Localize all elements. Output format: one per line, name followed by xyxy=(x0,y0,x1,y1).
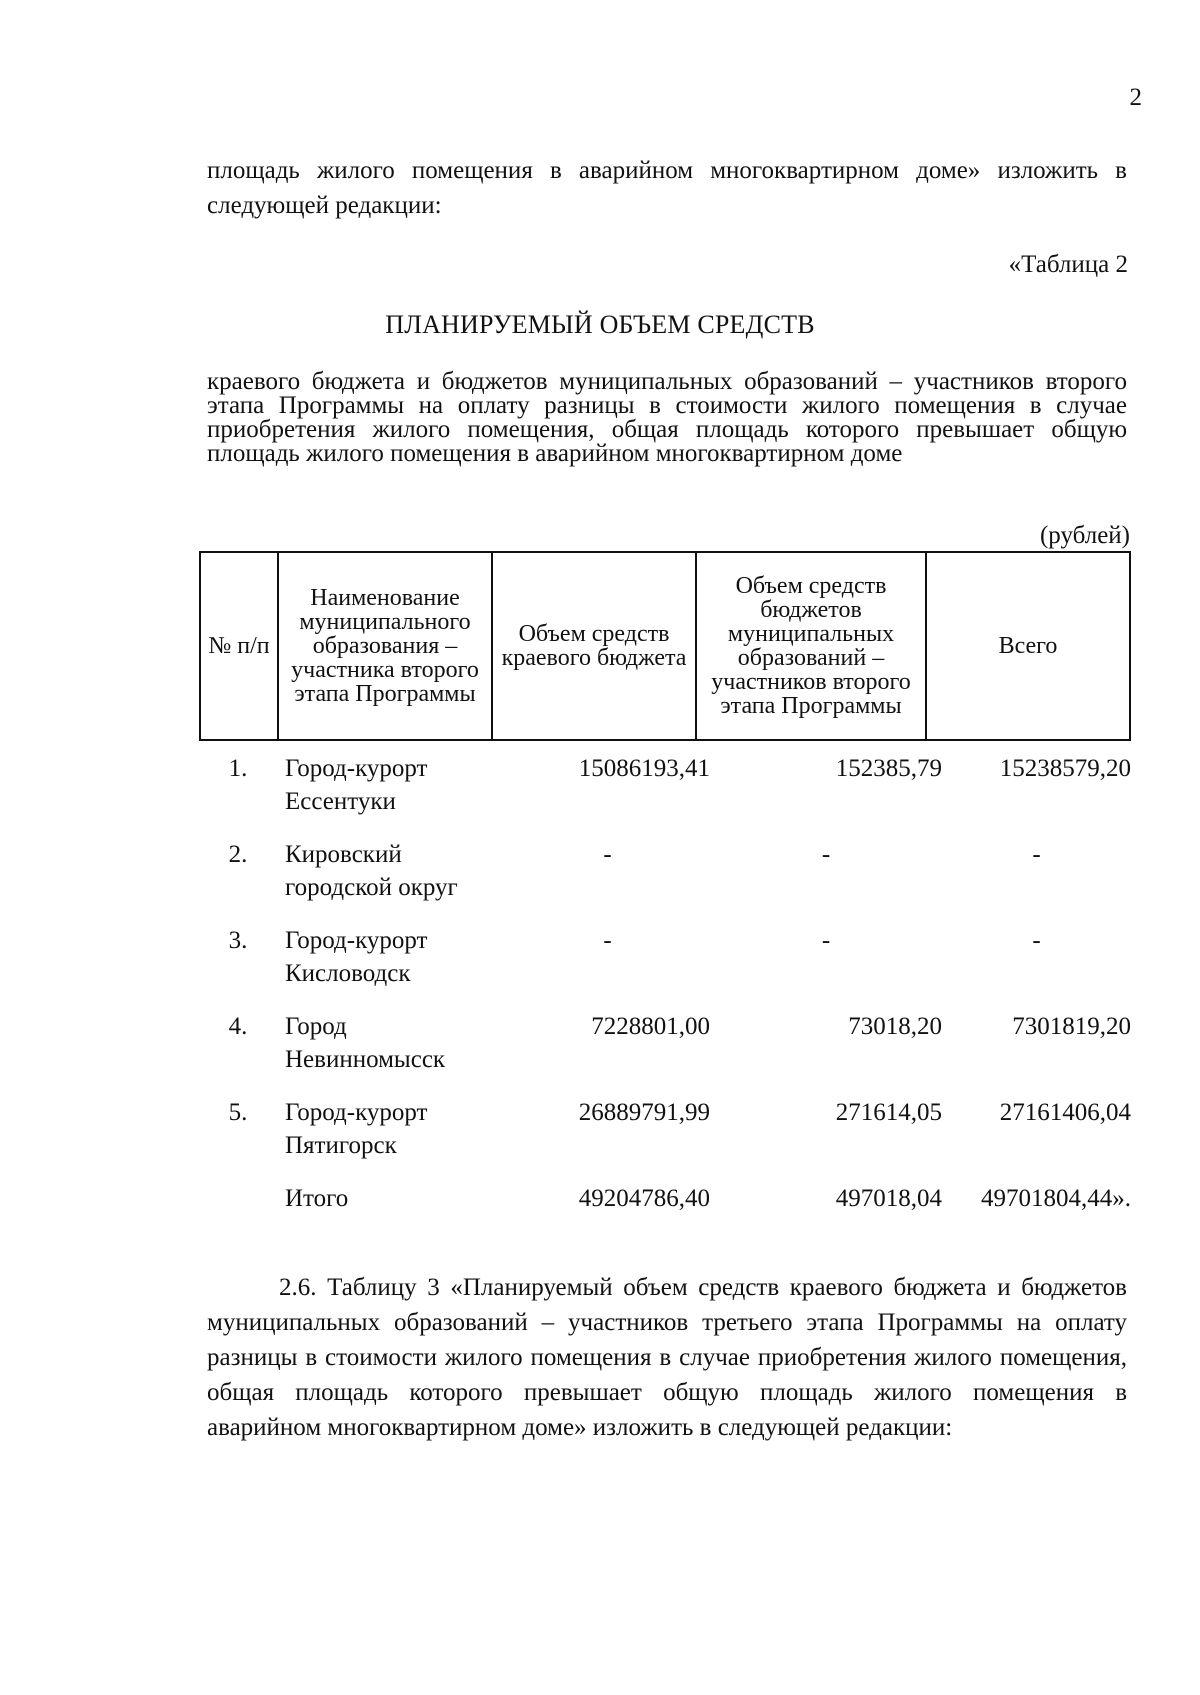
column-header-municipal: Объем средств бюджетов муниципальных образований – участников второго этапа Программы xyxy=(696,552,926,740)
row-total: 15238579,20 xyxy=(999,755,1131,782)
table-row xyxy=(199,1010,1131,1096)
row-total: - xyxy=(1032,841,1041,868)
row-regional: 7228801,00 xyxy=(591,1013,710,1040)
row-municipal: 73018,20 xyxy=(848,1013,942,1040)
table-heading: ПЛАНИРУЕМЫЙ ОБЪЕМ СРЕДСТВ xyxy=(385,310,815,339)
row-number: 4. xyxy=(228,1013,248,1040)
total-municipal: 497018,04 xyxy=(835,1185,942,1212)
row-number: 3. xyxy=(228,927,248,954)
page-number: 2 xyxy=(1129,84,1142,111)
table-row xyxy=(199,752,1131,838)
total-label: Итого xyxy=(285,1185,349,1212)
row-total: - xyxy=(1032,927,1041,954)
total-sum: 49701804,44». xyxy=(981,1185,1131,1212)
table-body xyxy=(199,752,1131,1226)
row-regional: - xyxy=(603,927,612,954)
row-number: 5. xyxy=(228,1099,248,1126)
row-number: 2. xyxy=(228,841,248,868)
row-name: Кировский городской округ xyxy=(285,841,458,901)
table-header xyxy=(199,551,1131,741)
units-label: (рублей) xyxy=(1039,522,1130,549)
row-municipal: 271614,05 xyxy=(835,1099,942,1126)
row-number: 1. xyxy=(228,755,248,782)
row-municipal: - xyxy=(821,841,831,868)
column-header-total: Всего xyxy=(926,552,1130,740)
row-total: 27161406,04 xyxy=(999,1099,1131,1126)
table-header-row xyxy=(200,552,1130,740)
table-label: «Таблица 2 xyxy=(1008,251,1128,278)
table-row xyxy=(199,924,1131,1010)
column-header-num: № п/п xyxy=(200,552,278,740)
column-header-name: Наименование муниципального образования – участника второго этапа Программы xyxy=(278,552,492,740)
row-total: 7301819,20 xyxy=(1012,1013,1131,1040)
table-row xyxy=(199,1096,1131,1182)
row-municipal: 152385,79 xyxy=(835,755,942,782)
row-regional: 26889791,99 xyxy=(578,1099,710,1126)
amendment-paragraph: 2.6. Таблицу 3 «Планируемый объем средств краевого бюджета и бюджетов муниципальных образований – участников третьего этапа Программы на оплату разницы в стоимости жилого помещения в случае приобретения жилого помещения, общая площадь которого превышает общую площадь жилого помещения в аварийном многоквартирном доме» изложить в следующей редакции: xyxy=(207,1274,1127,1441)
row-municipal: - xyxy=(821,927,831,954)
table-subheading: краевого бюджета и бюджетов муниципальных образований – участников второго этапа Программы на оплату разницы в стоимости жилого помещения в случае приобретения жилого помещения, общая площадь которого превышает общую площадь жилого помещения в аварийном многоквартирном доме xyxy=(207,368,1127,467)
table-row xyxy=(199,838,1131,924)
row-name: Город-курорт Кисловодск xyxy=(285,927,428,987)
row-name: Город-курорт Пятигорск xyxy=(285,1099,428,1159)
table-total-row xyxy=(199,1182,1131,1226)
total-regional: 49204786,40 xyxy=(578,1185,710,1212)
row-name: Город-курорт Ессентуки xyxy=(285,755,428,815)
row-name: Город Невинномысск xyxy=(285,1013,446,1073)
column-header-regional: Объем средств краевого бюджета xyxy=(492,552,696,740)
intro-text: площадь жилого помещения в аварийном многоквартирном доме» изложить в следующей редакции: xyxy=(207,157,1127,219)
row-regional: 15086193,41 xyxy=(578,755,710,782)
row-regional: - xyxy=(603,841,612,868)
